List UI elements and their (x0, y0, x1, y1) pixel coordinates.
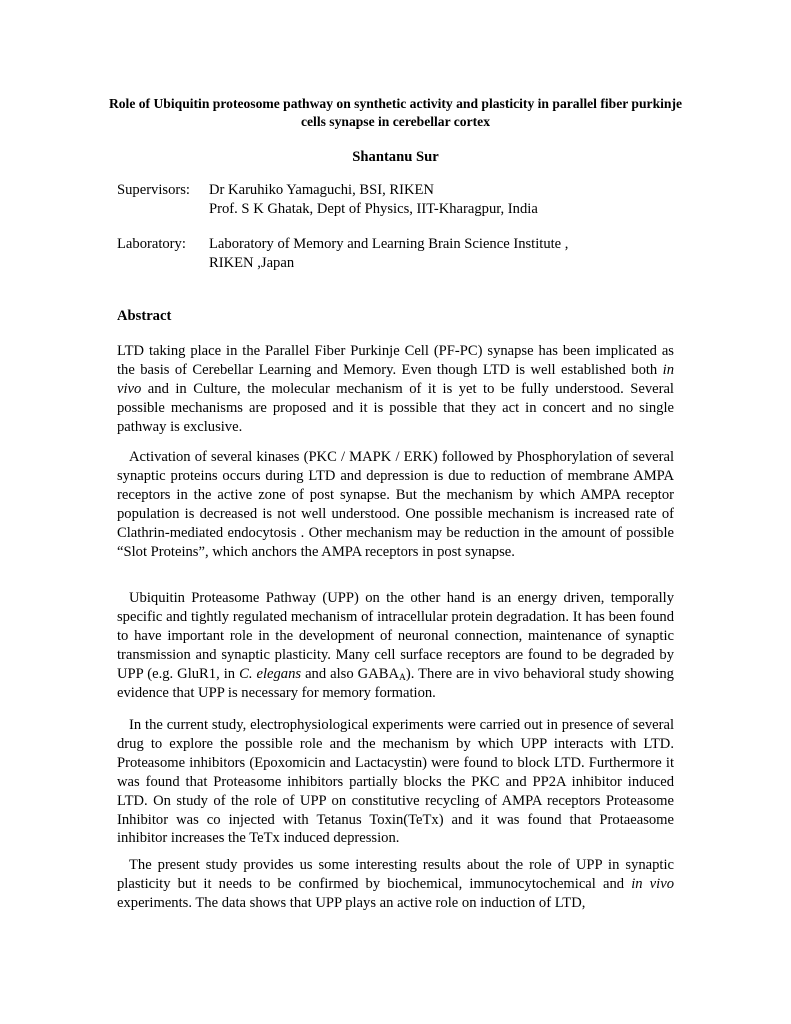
supervisor-2: Prof. S K Ghatak, Dept of Physics, IIT-Kharagpur, India (209, 201, 538, 217)
supervisor-1: Dr Karuhiko Yamaguchi, BSI, RIKEN (209, 182, 434, 198)
p5-text-a: The present study provides us some interesting results about the role of UPP in synaptic plasticity but it needs to be confirmed by biochemical, immunocytochemical and (117, 857, 674, 892)
p3-text-c: ). There are in vivo behavioral study showing evidence that UPP is necessary for memory formation. (117, 665, 674, 701)
laboratory-label: Laboratory: (117, 236, 186, 252)
p1-italic: in vivo (117, 361, 674, 397)
laboratory-line-1: Laboratory of Memory and Learning Brain Science Institute , (209, 236, 569, 252)
p1-text-a: LTD taking place in the Parallel Fiber Purkinje Cell (PF-PC) synapse has been implicated as the basis of Cerebellar Learning and Memory. Even though LTD is well established both (117, 343, 674, 378)
p1-text-b: and in Culture, the molecular mechanism of it is yet to be fully understood. Several possible mechanisms are proposed and it is possible that they act in concert and no single pathway is exclusive. (117, 380, 674, 435)
p3-text-b: and also GABA (301, 665, 400, 682)
abstract-paragraph-4 (117, 716, 674, 848)
p4-text: In the current study, electrophysiological experiments were carried out in presence of several drug to explore the possible role and the mechanism by which UPP interacts with LTD. Proteasome inhibitors (Epoxomicin and Lactacystin) were found to block LTD. Furthermore it was found that Proteasome inhibitors partially blocks the PKC and PP2A inhibitor induced LTD. On study of the role of UPP on constitutive recycling of AMPA receptors Proteasome Inhibitor was co injected with Tetanus Toxin(TeTx) and it was found that Protaeasome inhibitor increases the TeTx induced depression. (117, 717, 674, 847)
p3-italic: C. elegans (239, 665, 302, 682)
p3-subscript: A (399, 672, 406, 683)
supervisors-label: Supervisors: (117, 182, 190, 198)
author-name: Shantanu Sur (352, 149, 439, 165)
abstract-paragraph-1 (117, 342, 674, 437)
p2-text: Activation of several kinases (PKC / MAPK / ERK) followed by Phosphorylation of several synaptic proteins occurs during LTD and depression is due to reduction of membrane AMPA receptors in the active zone of post synapse. But the mechanism by which AMPA receptor population is decreased is not well understood. One possible mechanism is increased rate of Clathrin-mediated endocytosis . Other mechanism may be reduction in the amount of possible “Slot Proteins”, which anchors the AMPA receptors in post synapse. (117, 449, 674, 560)
p5-text-b: experiments. The data shows that UPP plays an active role on induction of LTD, (117, 894, 586, 911)
abstract-heading: Abstract (117, 308, 172, 324)
abstract-paragraph-2 (117, 448, 674, 561)
laboratory-line-2: RIKEN ,Japan (209, 255, 295, 271)
abstract-paragraph-5 (117, 856, 674, 913)
paper-title: Role of Ubiquitin proteosome pathway on synthetic activity and plasticity in parallel fiber purkinje cells synapse in cerebellar cortex (108, 96, 683, 129)
p3-text-a: Ubiquitin Proteasome Pathway (UPP) on the other hand is an energy driven, temporally specific and tightly regulated mechanism of intracellular protein degradation. It has been found to have important role in the development of neuronal connection, maintenance of synaptic transmission and synaptic plasticity. Many cell surface receptors are found to be degraded by UPP (e.g. GluR1, in (117, 590, 674, 682)
abstract-paragraph-3 (117, 589, 674, 702)
p5-italic: in vivo (631, 875, 674, 892)
